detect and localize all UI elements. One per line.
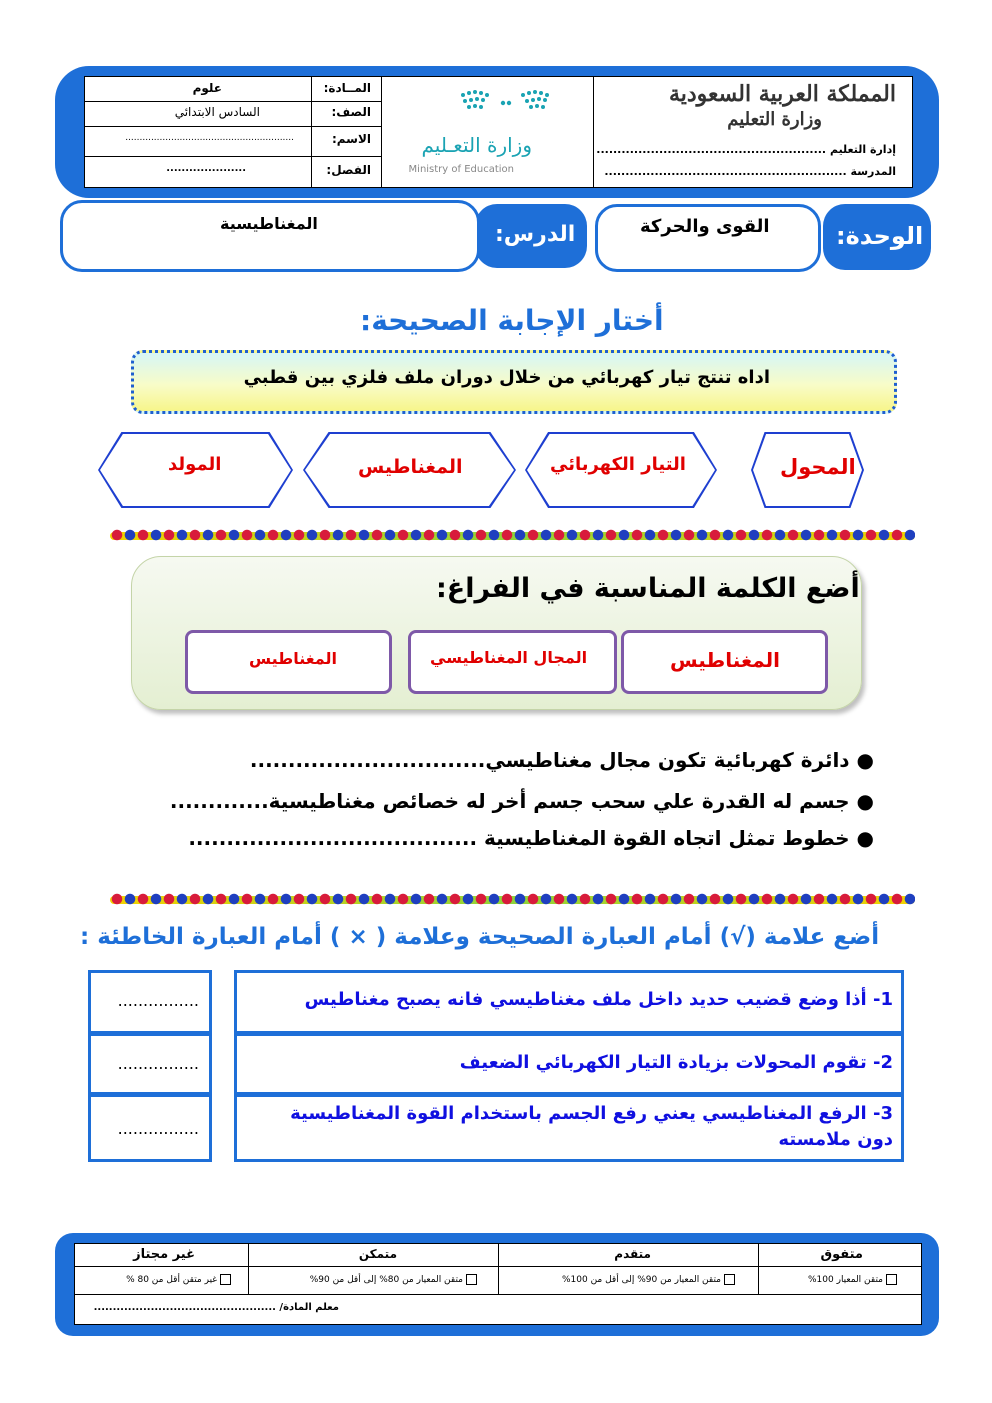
mcq-question: اداه تنتج تيار كهربائي من خلال دوران ملف فلزي بين قطبي	[243, 367, 770, 388]
kingdom-logo: المملكة العربية السعودية	[668, 81, 896, 107]
dots-divider-1	[110, 528, 915, 542]
option-2[interactable]: التيار الكهربائي	[550, 454, 686, 475]
criterion-1[interactable]: متقن المعيار 100%	[808, 1274, 897, 1285]
word-3-box	[185, 630, 392, 694]
tf-title: أضع علامة (√) أمام العبارة الصحيحة وعلامة ( × ) أمام العبارة الخاطئة :	[80, 924, 880, 950]
lesson-value-pill	[60, 200, 480, 272]
ministry-name-en: Ministry of Education	[408, 164, 514, 175]
criterion-2[interactable]: متقن المعيار من 90% إلى أقل من 100%	[562, 1274, 735, 1285]
name-value[interactable]: ...........................................................	[125, 133, 294, 143]
tf-answer-1[interactable]: ................	[88, 970, 212, 1034]
subject-value: علوم	[192, 81, 222, 95]
mcq-question-box	[131, 350, 897, 414]
criterion-4[interactable]: غير متقن أقل من 80 %	[126, 1274, 231, 1285]
checkbox-3-icon	[466, 1274, 477, 1285]
tf-question-3: 3- الرفع المغناطيسي يعني رفع الجسم باستخدام القوة المغناطيسية دون ملامسته	[234, 1094, 904, 1162]
grade-value: السادس الابتدائي	[174, 105, 260, 119]
statement-1: ● دائرة كهربائية تكون مجال مغناطيسي...............................	[249, 748, 874, 772]
option-3[interactable]: المغناطيس	[358, 456, 463, 478]
ministry-calligraphy: وزارة التعليم	[727, 109, 822, 130]
lesson-value: المغناطيسية	[220, 214, 318, 233]
school-name: المدرسة ..........................................................	[604, 165, 896, 178]
statement-2: ● جسم له القدرة علي سحب جسم أخر له خصائص مغناطيسية.............	[169, 789, 874, 813]
lesson-label: الدرس:	[495, 222, 576, 247]
criterion-3[interactable]: متقن المعيار من 80% إلى أقل من 90%	[310, 1274, 477, 1285]
statement-3: ● خطوط تمثل اتجاه القوة المغناطيسية ......................................	[188, 826, 874, 850]
checkbox-1-icon	[886, 1274, 897, 1285]
word-1: المغناطيس	[670, 648, 781, 672]
rubric-table	[74, 1243, 922, 1325]
unit-value-pill	[595, 204, 821, 272]
level-1: متفوق	[820, 1247, 863, 1262]
checkbox-4-icon	[220, 1274, 231, 1285]
ministry-name-ar: وزارة التعـليم	[421, 133, 532, 157]
mcq-title: أختار الإجابة الصحيحة:	[360, 304, 664, 337]
level-4: غير مجتاز	[133, 1247, 195, 1262]
subject-label: المــادة:	[323, 81, 371, 95]
tf-answer-3[interactable]: ................	[88, 1094, 212, 1162]
unit-label: الوحدة:	[836, 222, 924, 250]
word-2: المجال المغناطيسي	[430, 648, 588, 667]
option-4[interactable]: المولد	[168, 454, 222, 475]
section-label: الفصل:	[326, 163, 371, 177]
option-1[interactable]: المحول	[780, 455, 856, 479]
tf-question-2: 2- تقوم المحولات بزيادة التيار الكهربائي الضعيف	[234, 1033, 904, 1095]
dots-divider-2	[110, 892, 915, 906]
edu-dept: إدارة التعليم .......................................................	[596, 143, 896, 156]
level-2: متقدم	[614, 1247, 651, 1261]
name-label: الاسم:	[331, 132, 371, 146]
teacher-line: معلم المادة/ ................................................	[93, 1302, 339, 1313]
header-box	[84, 76, 913, 188]
fill-title: أضع الكلمة المناسبة في الفراغ:	[436, 573, 860, 604]
ministry-logo-icon	[443, 83, 563, 123]
tf-question-1: 1- أذا وضع قضيب حديد داخل ملف مغناطيسي فانه يصبح مغناطيس	[234, 970, 904, 1034]
checkbox-2-icon	[724, 1274, 735, 1285]
grade-label: الصف:	[331, 105, 371, 119]
section-value[interactable]: .....................	[166, 163, 246, 174]
word-3: المغناطيس	[248, 649, 337, 668]
level-3: متمكن	[358, 1247, 397, 1261]
tf-answer-2[interactable]: ................	[88, 1033, 212, 1095]
unit-value: القوى والحركة	[640, 216, 770, 237]
